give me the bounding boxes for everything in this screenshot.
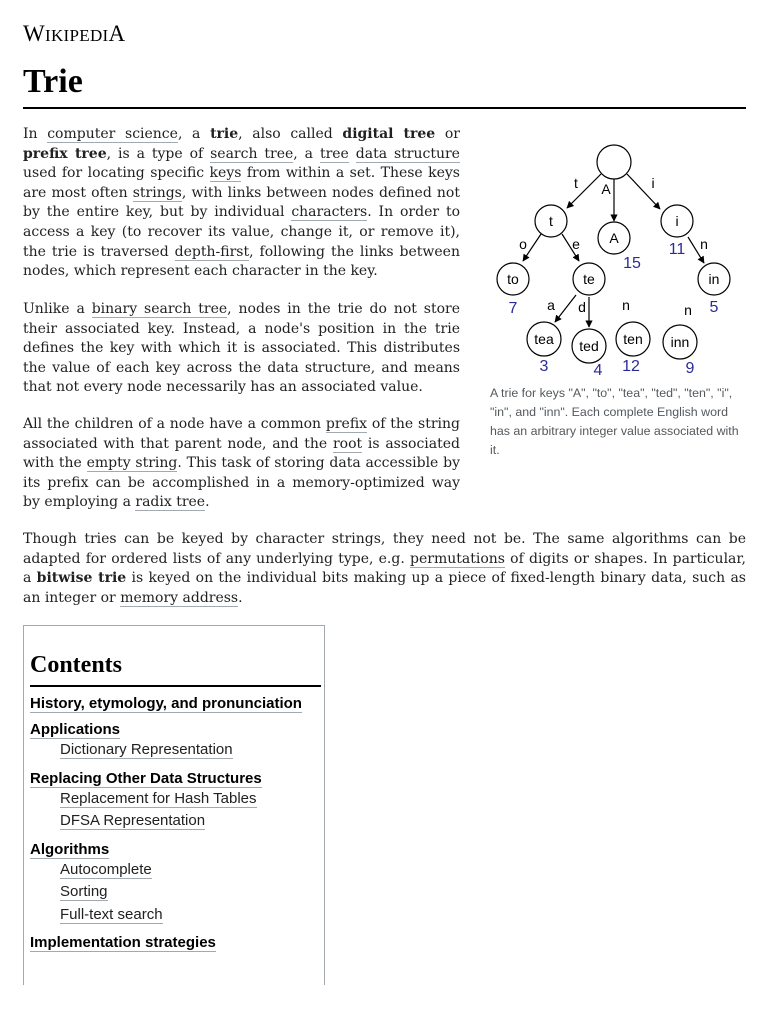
- paragraph-binary-search-tree: [23, 300, 460, 398]
- value-inn: 9: [685, 360, 695, 377]
- toc-list: [30, 690, 322, 952]
- text-run: is keyed on the individual bits making up a piece of fixed-length binary data, such as an integer or: [23, 570, 746, 606]
- toc-item-label: Sorting: [60, 883, 108, 900]
- value-in: 5: [709, 299, 719, 316]
- node-te-label: te: [583, 271, 595, 287]
- toc-item-label: Algorithms: [30, 840, 110, 858]
- edge-label-t: t: [574, 175, 578, 191]
- toc-subitem[interactable]: [60, 810, 322, 833]
- text-run: , nodes in the trie do not store their associated key. Instead, a node's position in the trie defines the key with which it is associated. This distributes the value of each key across the data structure, and means that not every node necessarily has an associated value.: [23, 301, 460, 396]
- toc-item[interactable]: [30, 769, 322, 788]
- node-ten-label: ten: [623, 331, 643, 347]
- toc-item-label: History, etymology, and pronunciation: [30, 695, 302, 712]
- toc-item[interactable]: [30, 933, 322, 952]
- text-run: , a: [293, 145, 320, 162]
- text-run: .: [238, 589, 243, 606]
- article-link[interactable]: computer science: [47, 126, 178, 142]
- article-link[interactable]: root: [332, 435, 363, 452]
- text-run: from within a set. These keys are most often: [23, 165, 460, 201]
- logo-letters: IKIPEDI: [45, 26, 109, 45]
- figure-caption: A trie for keys "A", "to", "tea", "ted", "ten", "i", "in", and "inn". Each complete English word has an arbitrary integer value associated with it.: [490, 386, 739, 457]
- text-run: In: [23, 126, 48, 142]
- toc-subitem[interactable]: [60, 788, 322, 811]
- text-run: is associated with the: [23, 435, 460, 472]
- text-run: .: [205, 494, 210, 511]
- trie-diagram: [488, 142, 738, 382]
- edge-te-tea: [555, 295, 576, 322]
- toc-title: Contents: [30, 652, 123, 678]
- toc-item-label: Replacement for Hash Tables: [60, 789, 257, 807]
- text-run: . This task of storing data accessible by its prefix can be accomplished in a memory-optimized way by employing a: [23, 455, 460, 511]
- toc-item-label: DFSA Representation: [60, 812, 206, 829]
- title-divider: [23, 107, 746, 109]
- toc-subitem[interactable]: [60, 904, 322, 927]
- value-ten: 12: [622, 358, 640, 375]
- paragraph-bitwise: [23, 530, 746, 608]
- node-to-label: to: [507, 271, 519, 287]
- text-run: Unlike a: [23, 301, 92, 317]
- toc-item-label: Full-text search: [60, 905, 163, 923]
- root-node: [597, 145, 631, 179]
- edge-label-n-in: n: [700, 236, 708, 252]
- value-ted: 4: [593, 362, 603, 379]
- toc-item-label: Dictionary Representation: [60, 741, 233, 758]
- value-to: 7: [508, 300, 518, 317]
- text-run: , a: [177, 126, 211, 142]
- article-link[interactable]: permutations: [410, 550, 505, 567]
- node-t-label: t: [549, 213, 553, 229]
- toc-item[interactable]: [30, 694, 322, 713]
- node-tea-label: tea: [534, 331, 554, 347]
- toc-item-label: Replacing Other Data Structures: [30, 769, 262, 787]
- toc-divider: [30, 685, 321, 687]
- paragraph-prefix: [23, 415, 460, 513]
- text-run: , also called: [238, 126, 343, 142]
- bold-term: bitwise trie: [36, 570, 127, 587]
- bold-term: prefix tree: [23, 145, 107, 162]
- edge-label-o: o: [519, 236, 527, 252]
- toc-item-label: Implementation strategies: [30, 934, 216, 951]
- toc-item-label: Applications: [30, 721, 121, 738]
- article-link[interactable]: strings: [132, 184, 182, 201]
- toc-subitem[interactable]: [60, 859, 322, 882]
- bold-term: digital tree: [342, 126, 436, 142]
- text-run: or: [435, 126, 460, 142]
- page-title: Trie: [23, 63, 83, 100]
- bold-term: trie: [210, 126, 239, 142]
- node-inn-label: inn: [670, 334, 690, 350]
- node-i-label: i: [675, 213, 679, 229]
- article-link[interactable]: radix tree: [135, 494, 206, 511]
- text-run: , following the links between nodes, which represent each character in the key.: [23, 243, 460, 280]
- edge-label-a: A: [601, 181, 611, 197]
- edge-label-e: e: [572, 236, 580, 252]
- edge-root-i: [627, 174, 660, 209]
- edge-label-i: i: [651, 175, 655, 191]
- text-run: [349, 146, 356, 162]
- wikipedia-logo[interactable]: [23, 21, 125, 47]
- value-a: 15: [623, 255, 641, 272]
- article-link[interactable]: data structure: [355, 145, 460, 162]
- article-link[interactable]: memory address: [120, 589, 239, 606]
- edge-label-n-inn: n: [684, 302, 692, 318]
- edge-label-n-ten: n: [622, 297, 630, 313]
- article-link[interactable]: tree: [319, 145, 349, 162]
- article-link[interactable]: search tree: [210, 145, 294, 162]
- toc-item-label: Autocomplete: [60, 860, 152, 878]
- text-run: of digits or shapes. In particular, a: [23, 550, 746, 587]
- text-run: , with links between nodes defined not by the entire key, but by individual: [23, 184, 460, 221]
- article-link[interactable]: binary search tree: [91, 301, 228, 317]
- edge-root-t: [567, 174, 601, 208]
- text-run: , is a type of: [106, 145, 211, 162]
- text-run: Though tries can be keyed by character strings, they need not be. The same algorithms can be adapted for ordered lists of any underlying type, e.g.: [23, 531, 746, 567]
- toc-subitem[interactable]: [60, 739, 322, 762]
- article-link[interactable]: characters: [291, 204, 368, 221]
- table-of-contents: [23, 625, 325, 985]
- logo-letter-w: W: [23, 21, 46, 46]
- edge-label-d: d: [578, 299, 586, 315]
- paragraph-intro: [23, 125, 460, 282]
- text-run: used for locating specific: [23, 165, 210, 182]
- node-ted-label: ted: [579, 338, 599, 354]
- article-link[interactable]: depth-first: [174, 243, 250, 260]
- edge-label-a-tea: a: [547, 297, 555, 313]
- text-run: All the children of a node have a common: [23, 416, 326, 432]
- article-link[interactable]: prefix: [325, 416, 368, 432]
- text-run: of the string associated with that parent node, and the: [23, 416, 460, 452]
- article-link[interactable]: keys: [209, 165, 242, 182]
- node-a-label: A: [609, 230, 619, 246]
- toc-item[interactable]: [30, 720, 322, 739]
- value-tea: 3: [539, 358, 549, 375]
- text-run: . In order to access a key (to recover its value, change it, or remove it), the trie is traversed: [23, 204, 461, 260]
- article-link[interactable]: empty string: [86, 455, 178, 472]
- logo-letter-a: A: [108, 21, 126, 46]
- value-i: 11: [668, 241, 686, 258]
- node-in-label: in: [708, 271, 720, 287]
- toc-subitem[interactable]: [60, 881, 322, 904]
- toc-item[interactable]: [30, 840, 322, 859]
